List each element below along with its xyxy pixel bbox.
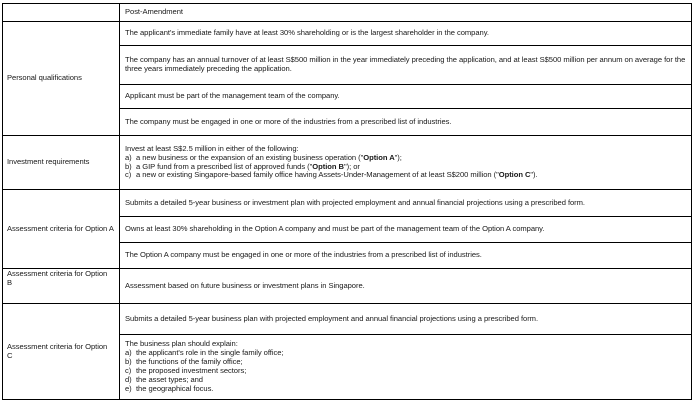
list-marker: c) <box>125 366 132 375</box>
option-c-criterion: Submits a detailed 5-year business plan with projected employment and annual financial projections using a prescribed form. <box>120 304 692 335</box>
point-text: the functions of the family office; <box>136 357 243 367</box>
point-text: the applicant's role in the single family office; <box>136 348 284 358</box>
table-row <box>3 190 692 217</box>
personal-qualifications-label: Personal qualifications <box>3 22 120 136</box>
investment-requirements-cell <box>120 136 692 190</box>
header-post-amendment: Post-Amendment <box>120 4 692 22</box>
table-row <box>3 22 692 46</box>
option-name: Option C <box>498 170 531 180</box>
option-suffix: "); <box>394 152 402 162</box>
personal-qualification-item: The company must be engaged in one or more of the industries from a prescribed list of industries. <box>120 109 692 136</box>
point-text: the asset types; and <box>136 374 203 384</box>
option-a-criterion: Owns at least 30% shareholding in the Option A company and must be part of the management team of the Option A company. <box>120 217 692 243</box>
option-suffix: "); or <box>343 161 360 171</box>
comparison-table <box>2 3 692 400</box>
list-marker: e) <box>125 383 132 393</box>
option-suffix: "). <box>530 170 538 180</box>
option-c-business-plan-cell <box>120 335 692 400</box>
list-marker: c) <box>125 170 132 180</box>
option-name: Option A <box>363 152 395 162</box>
option-a-criterion: The Option A company must be engaged in one or more of the industries from a prescribed list of industries. <box>120 243 692 269</box>
list-marker: b) <box>125 357 132 367</box>
option-text: a GIP fund from a prescribed list of approved funds (" <box>136 161 313 171</box>
investment-requirements-label: Investment requirements <box>3 136 120 190</box>
option-name: Option B <box>312 161 344 171</box>
list-marker: a) <box>125 152 132 162</box>
business-plan-point <box>125 367 686 376</box>
personal-qualification-item: The applicant's immediate family have at least 30% shareholding or is the largest shareholder in the company. <box>120 22 692 46</box>
header-row <box>3 4 692 22</box>
table-row <box>3 304 692 335</box>
business-plan-point <box>125 385 686 394</box>
list-marker: a) <box>125 348 132 358</box>
option-text: a new or existing Singapore-based family office having Assets-Under-Management of at least S$200 million (" <box>136 170 499 180</box>
investment-option-c <box>125 171 686 180</box>
option-a-criterion: Submits a detailed 5-year business or investment plan with projected employment and annual financial projections using a prescribed form. <box>120 190 692 217</box>
table-row <box>3 136 692 190</box>
personal-qualification-item: The company has an annual turnover of at least S$500 million in the year immediately preceding the application, and at least S$500 million per annum on average for the three years immediately preceding the application. <box>120 46 692 85</box>
table-row <box>3 269 692 304</box>
personal-qualification-item: Applicant must be part of the management team of the company. <box>120 85 692 109</box>
option-c-criteria-label: Assessment criteria for Option C <box>3 304 120 400</box>
point-text: the proposed investment sectors; <box>136 366 247 375</box>
option-b-criterion: Assessment based on future business or investment plans in Singapore. <box>120 269 692 304</box>
business-plan-intro: The business plan should explain: <box>125 339 238 349</box>
option-a-criteria-label: Assessment criteria for Option A <box>3 190 120 269</box>
option-b-criteria-label: Assessment criteria for Option B <box>3 269 120 304</box>
header-label-cell <box>3 4 120 22</box>
list-marker: d) <box>125 374 132 384</box>
investment-intro: Invest at least S$2.5 million in either of the following: <box>125 143 299 153</box>
option-text: a new business or the expansion of an existing business operation (" <box>136 152 364 162</box>
point-text: the geographical focus. <box>136 383 214 393</box>
list-marker: b) <box>125 161 132 171</box>
